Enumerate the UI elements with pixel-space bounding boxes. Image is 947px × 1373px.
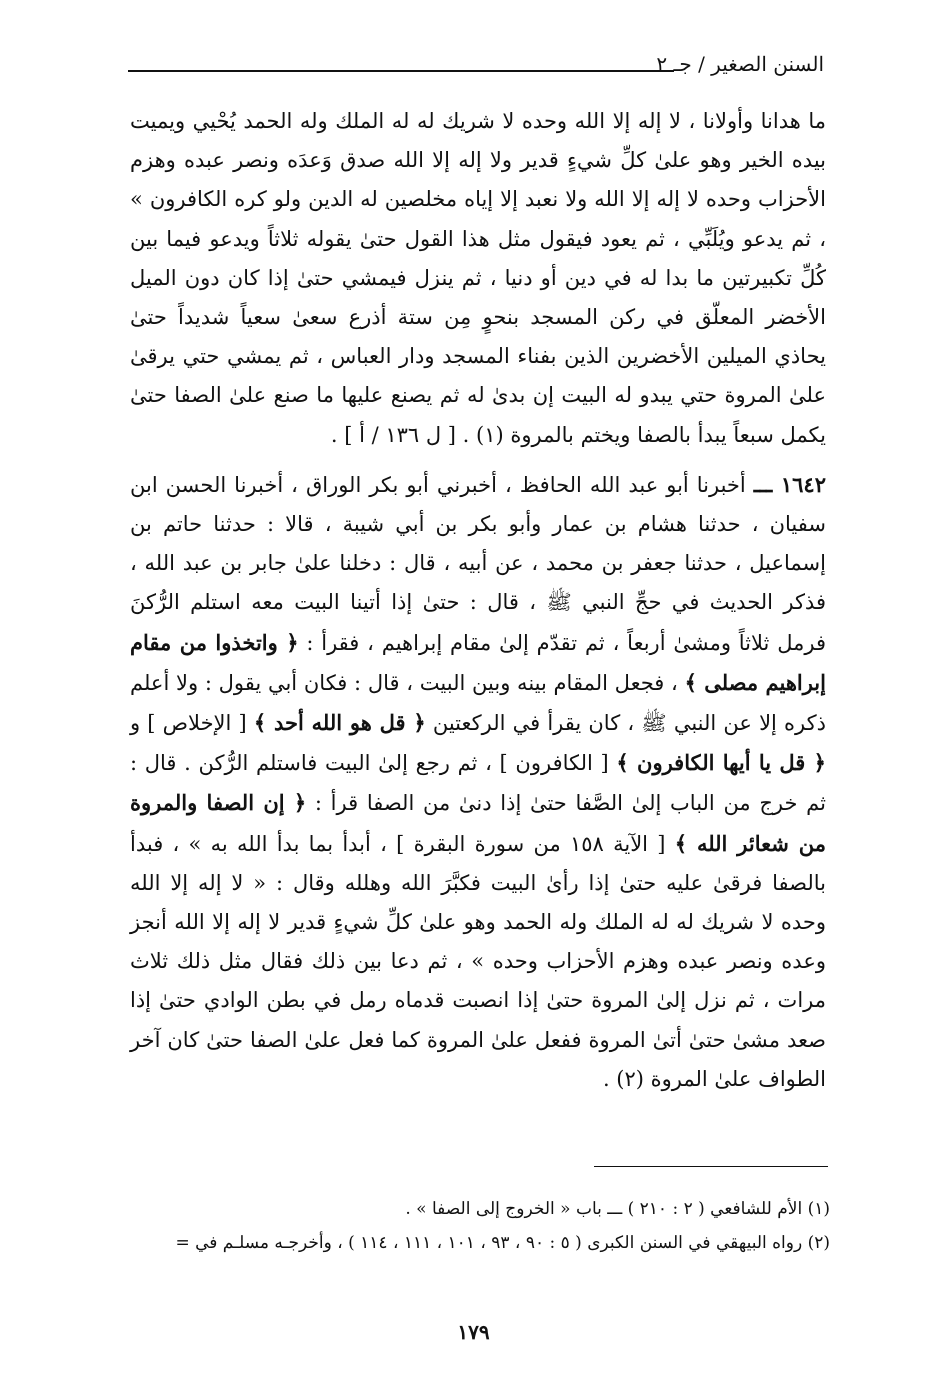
quran-verse: ﴿ واتخذوا من مقام إبراهيم مصلى ﴾: [130, 629, 826, 695]
page-number: ١٧٩: [457, 1320, 490, 1344]
footnote-rule: [594, 1166, 828, 1167]
quran-verse: ﴿ قل هو الله أحد ﴾: [253, 710, 426, 736]
quran-verse: ﴿ إن الصفا والمروة من شعائر الله ﴾: [130, 790, 826, 856]
page-header: [128, 52, 824, 82]
hadith-text-part: [ الآية ١٥٨ من سورة البقرة ] ، أبدأ بما بدأ الله به » ، فبدأ بالصفا فرقىٰ عليه حتىٰ إذا رأىٰ البيت فكبَّرَ الله وهلله وقال : « لا إله إلا الله وحده لا شريك له له الملك وله الحمد وهو علىٰ كلِّ شيءٍ قدير لا إله إلا الله أنجز وعده ونصر عبده وهزم الأحزاب وحده » ، ثم دعا بين ذلك فقال مثل ذلك ثلاث مرات ، ثم نزل إلىٰ المروة حتىٰ إذا انصبت قدماه رمل في بطن الوادي حتىٰ إذا صعد مشىٰ حتىٰ أتىٰ المروة ففعل علىٰ المروة كما فعل علىٰ الصفا حتىٰ كان آخر الطواف علىٰ المروة (٢) .: [130, 831, 826, 1091]
main-text: [130, 102, 826, 1099]
hadith-paragraph: [130, 465, 826, 1099]
paragraph-continuation: ما هدانا وأولانا ، لا إله إلا الله وحده لا شريك له له الملك وله الحمد يُحْيي ويميت بيده الخير وهو علىٰ كلِّ شيءٍ قدير ولا إله إلا الله صدق وَعدَه ونصر عبده وهزم الأحزاب وحده لا إله إلا الله ولا نعبد إلا إياه مخلصين له الدين ولو كره الكافرون » ، ثم يدعو ويُلَبِّي ، ثم يعود فيقول مثل هذا القول حتىٰ يقوله ثلاثاً ويدعو فيما بين كُلِّ تكبيرتين ما بدا له في دين أو دنيا ، ثم ينزل فيمشي حتىٰ إذا كان دون الميل الأخضر المعلّق في ركن المسجد بنحوٍ مِن ستة أذرع سعىٰ سعياً شديداً حتىٰ يحاذي الميلين الأخضرين الذين بفناء المسجد ودار العباس ، ثم يمشي حتي يرقىٰ علىٰ المروة حتي يبدو له البيت إن بدىٰ له ثم يصنع عليها ما صنع علىٰ الصفا حتىٰ يكمل سبعاً يبدأ بالصفا ويختم بالمروة (١) . [ ل ١٣٦ / أ ] .: [130, 109, 827, 447]
running-head: السنن الصغير / جـ ٢: [656, 52, 824, 76]
hadith-text-part: [ الإخلاص ] و: [130, 711, 247, 736]
footnote: (٢) رواه البيهقي في السنن الكبرى ( ٥ : ٩٠ ، ٩٣ ، ١٠١ ، ١١١ ، ١١٤ ) ، وأخرجـه مسلـم في =: [175, 1233, 830, 1253]
footnotes: [150, 1192, 830, 1260]
quran-verse: ﴿ قل يا أيها الكافرون ﴾: [616, 750, 826, 776]
hadith-text-part: [ الكافرون ] ، ثم رجع إلىٰ البيت فاستلم الرُّكن . قال : ثم خرج من الباب إلىٰ الصَّفا حتىٰ إذا دنىٰ من الصفا قرأ :: [130, 751, 826, 816]
hadith-number: ١٦٤٢ ـــ: [753, 471, 826, 497]
header-rule: [128, 70, 674, 72]
hadith-text-part: أخبرنا أبو عبد الله الحافظ ، أخبرني أبو بكر الوراق ، أخبرنا الحسن ابن سفيان ، حدثنا هشام بن عمار وأبو بكر بن أبي شيبة ، قالا : حدثنا حاتم بن إسماعيل ، حدثنا جعفر بن محمد ، عن أبيه ، قال : دخلنا علىٰ جابر بن عبد الله ، فذكر الحديث في حجِّ النبي ﷺ ، قال : حتىٰ إذا أتينا البيت معه استلم الرُّكنَ فرمل ثلاثاً ومشىٰ أربعاً ، ثم تقدّم إلىٰ مقام إبراهيم ، فقرأ :: [130, 472, 826, 655]
footnote: (١) الأم للشافعي ( ٢ : ٢١٠ ) ـــ باب « الخروج إلى الصفا » .: [405, 1199, 830, 1219]
hadith-text-part: ، فجعل المقام بينه وبين البيت ، قال : فكان أبي يقول : ولا أعلم ذكره إلا عن النبي ﷺ ، كان يقرأ في الركعتين: [130, 670, 826, 736]
